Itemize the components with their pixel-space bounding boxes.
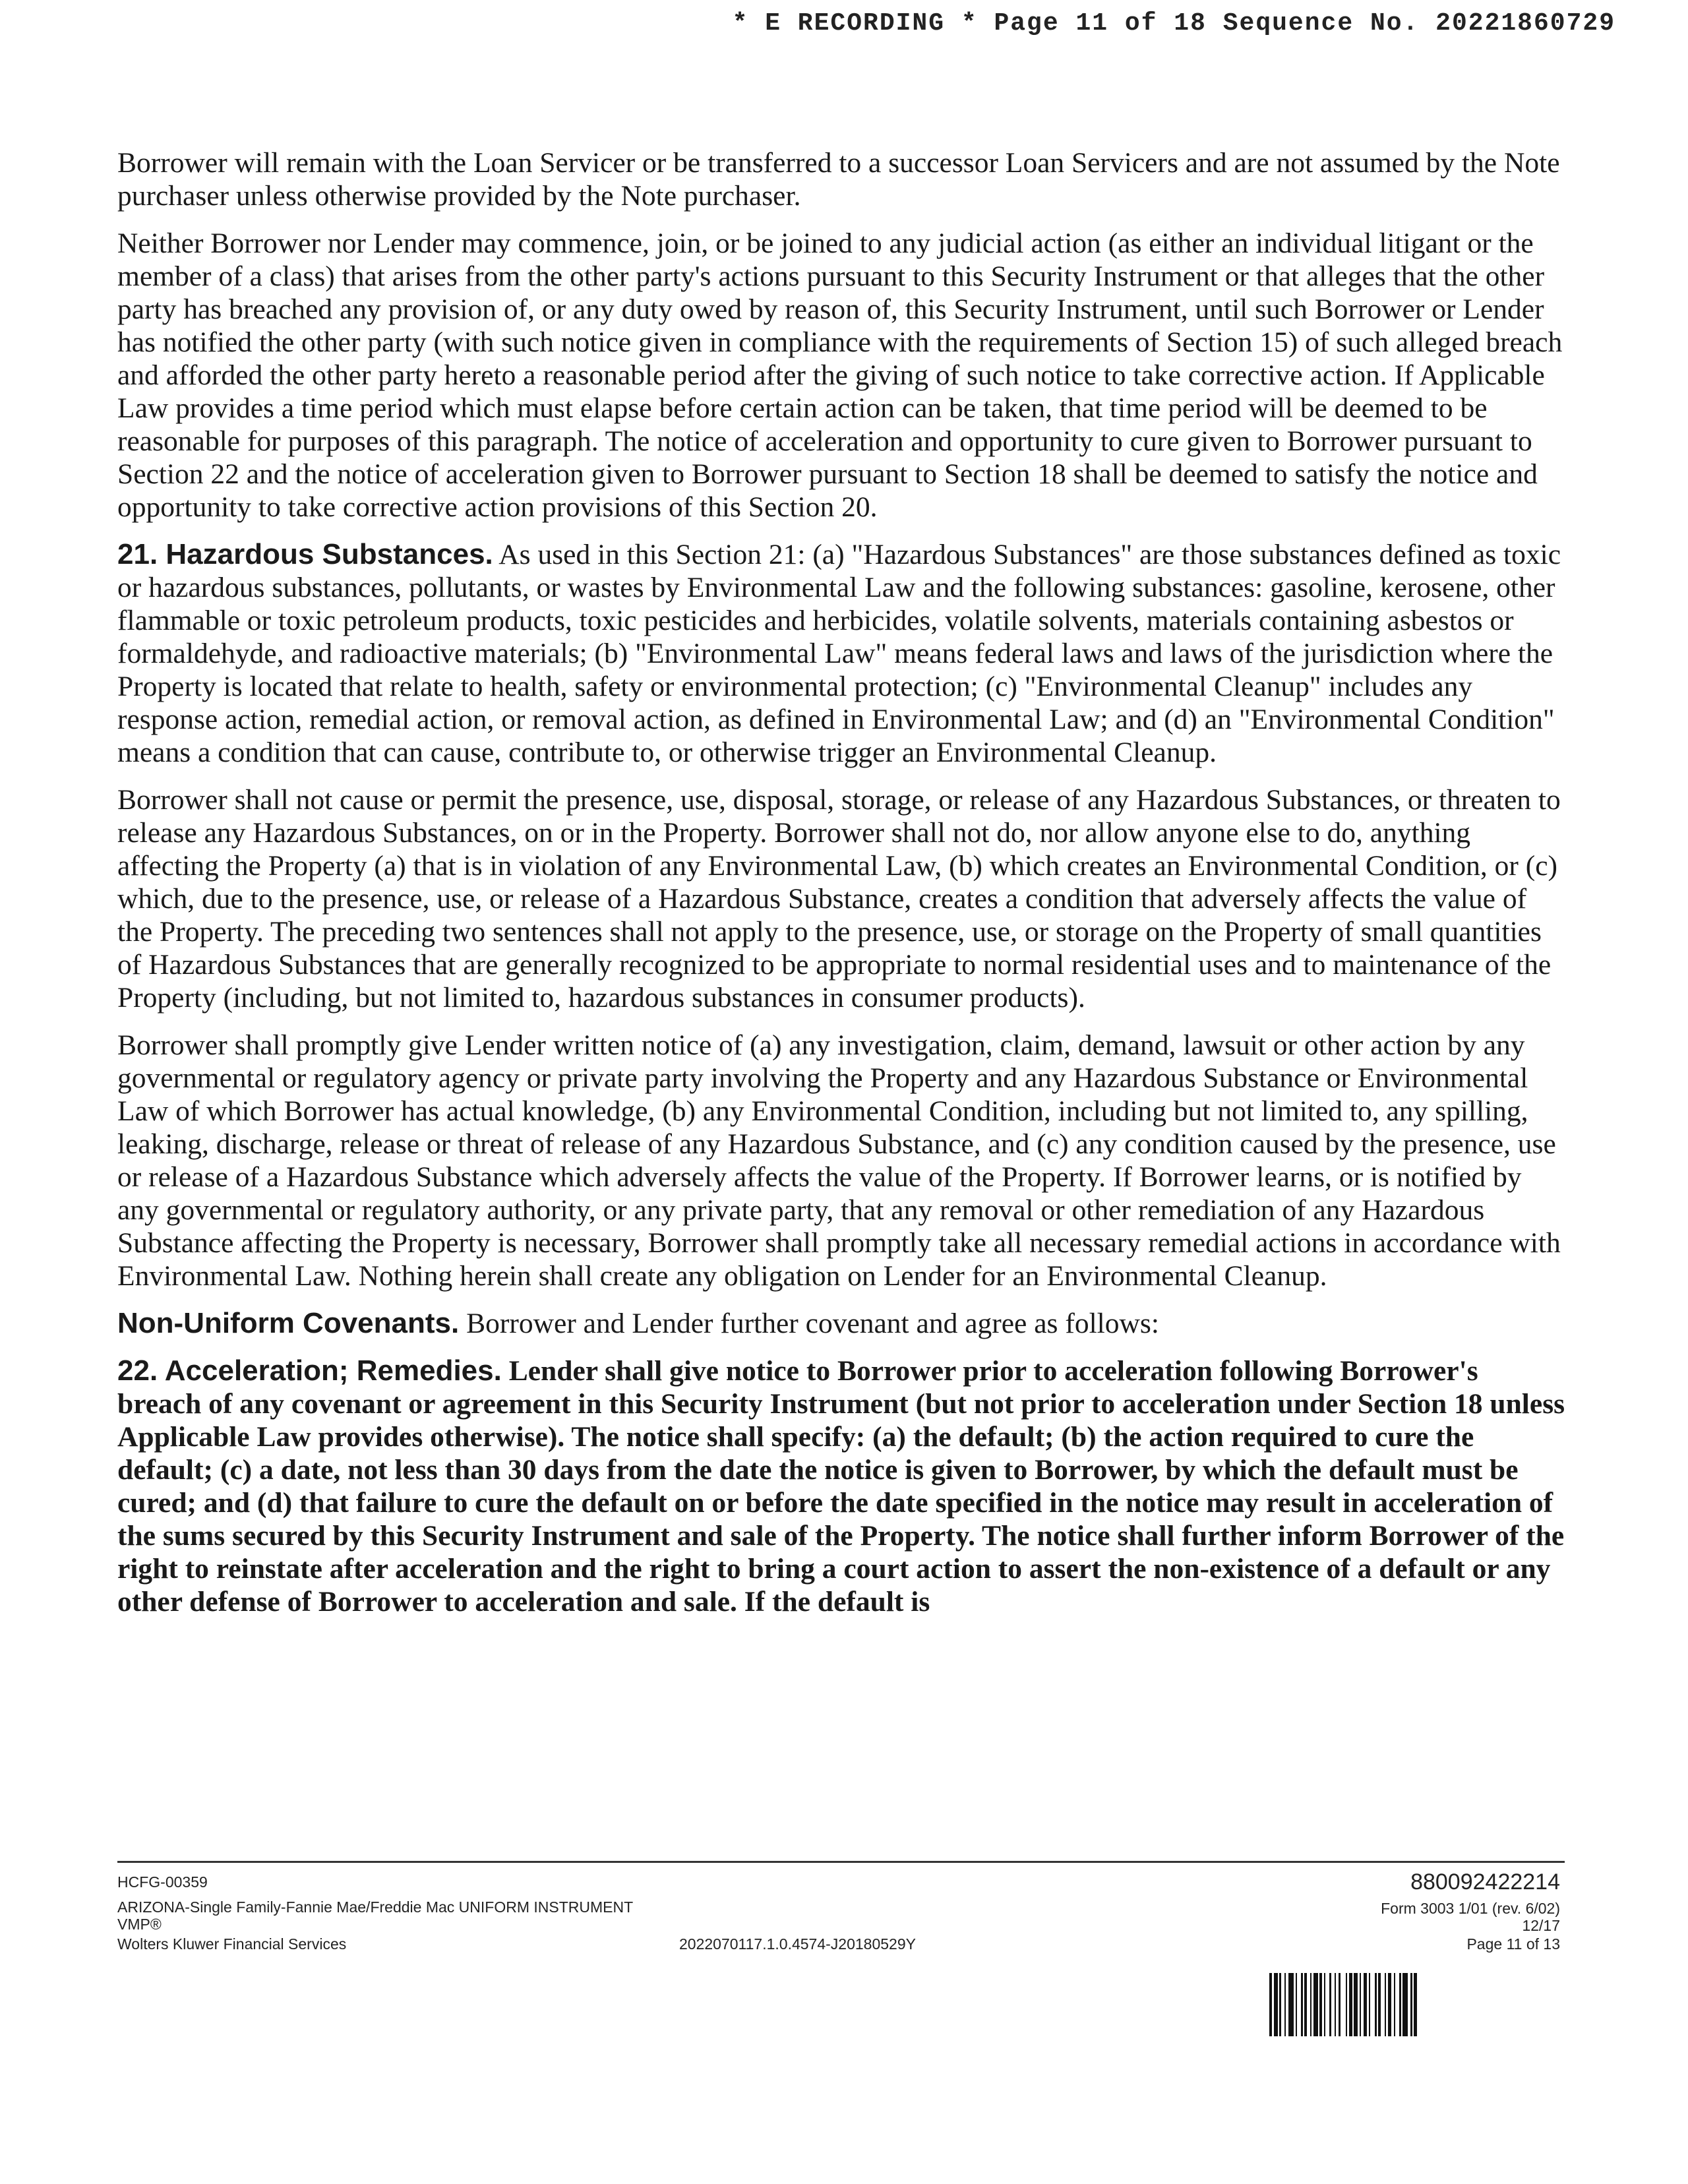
footer-revision: 12/17 xyxy=(1522,1917,1560,1934)
barcode-bar xyxy=(1313,1973,1318,2036)
non-uniform-text: Borrower and Lender further covenant and agree as follows: xyxy=(459,1308,1159,1339)
footer-instrument: ARIZONA-Single Family-Fannie Mae/Freddie Mac UNIFORM INSTRUMENT xyxy=(117,1898,634,1916)
section-21-heading: 21. Hazardous Substances. xyxy=(117,538,493,570)
footer-doc-id: 2022070117.1.0.4574-J20180529Y xyxy=(679,1935,916,1953)
barcode-gap xyxy=(1370,1973,1375,2036)
footer-form-code: HCFG-00359 xyxy=(117,1873,208,1891)
non-uniform-covenants xyxy=(117,1307,1568,1340)
barcode xyxy=(1269,1973,1554,2036)
footer-divider xyxy=(117,1861,1565,1863)
paragraph-judicial-action: Neither Borrower nor Lender may commence, join, or be joined to any judicial action (as either an individual litigant or the member of a class) that arises from the other party's actions pursuant to this Security Instrument or that alleges that the other party has breached any provision of, or any duty owed by reason of, this Security Instrument, until such Borrower or Lender has notified the other party (with such notice given in compliance with the requirements of Section 15) of such alleged breach and afforded the other party hereto a reasonable period after the giving of such notice to take corrective action. If Applicable Law provides a time period which must elapse before certain action can be taken, that time period will be deemed to be reasonable for purposes of this paragraph. The notice of acceleration and opportunity to cure given to Borrower pursuant to Section 22 and the notice of acceleration given to Borrower pursuant to Section 18 shall be deemed to satisfy the notice and opportunity to take corrective action provisions of this Section 20. xyxy=(117,228,1563,523)
document-body xyxy=(117,146,1568,1633)
paragraph-servicer: Borrower will remain with the Loan Servicer or be transferred to a successor Loan Servicers and are not assumed by the Note purchaser unless otherwise provided by the Note purchaser. xyxy=(117,147,1560,212)
section-22-text: Lender shall give notice to Borrower prior to acceleration following Borrower's breach of any covenant or agreement in this Security Instrument (but not prior to acceleration under Section 18 unless Applicable Law provides otherwise). The notice shall specify: (a) the default; (b) the action required to cure the default; (c) a date, not less than 30 days from the date the notice is given to Borrower, by which the default must be cured; and (d) that failure to cure the default on or before the date specified in the notice may result in acceleration of the sums secured by this Security Instrument and sale of the Property. The notice shall further inform Borrower of the right to reinstate after acceleration and the right to bring a court action to assert the non-existence of a default or any other defense of Borrower to acceleration and sale. If the default is xyxy=(117,1355,1565,1618)
barcode-bar xyxy=(1288,1973,1294,2036)
paragraph-hazardous-presence: Borrower shall not cause or permit the presence, use, disposal, storage, or release of any Hazardous Substances, or threaten to release any Hazardous Substances, on or in the Property. Borrower shall not do, nor allow anyone else to do, anything affecting the Property (a) that is in violation of any Environmental Law, (b) which creates an Environmental Condition, or (c) which, due to the presence, use, or release of a Hazardous Substance, creates a condition that adversely affects the value of the Property. The preceding two sentences shall not apply to the presence, use, or storage on the Property of small quantities of Hazardous Substances that are generally recognized to be appropriate to normal residential uses and to maintenance of the Property (including, but not limited to, hazardous substances in consumer products). xyxy=(117,784,1561,1014)
section-22-heading: 22. Acceleration; Remedies. xyxy=(117,1354,502,1387)
paragraph-hazardous-notice: Borrower shall promptly give Lender written notice of (a) any investigation, claim, demand, lawsuit or other action by any governmental or regulatory agency or private party involving the Property and any Hazardous Substance or Environmental Law of which Borrower has actual knowledge, (b) any Environmental Condition, including but not limited to, any spilling, leaking, discharge, release or threat of release of any Hazardous Substance, and (c) any condition caused by the presence, use or release of a Hazardous Substance which adversely affects the value of the Property. If Borrower learns, or is notified by any governmental or regulatory authority, or any private party, that any removal or other remediation of any Hazardous Substance affecting the Property is necessary, Borrower shall promptly take all necessary remedial actions in accordance with Environmental Law. Nothing herein shall create any obligation on Lender for an Environmental Cleanup. xyxy=(117,1029,1561,1292)
section-21 xyxy=(117,538,1568,769)
non-uniform-heading: Non-Uniform Covenants. xyxy=(117,1307,460,1339)
recording-stamp: * E RECORDING * Page 11 of 18 Sequence No. 20221860729 xyxy=(732,9,1615,38)
barcode-bar xyxy=(1402,1973,1408,2036)
section-22 xyxy=(117,1354,1568,1618)
footer-form-number: Form 3003 1/01 (rev. 6/02) xyxy=(1381,1900,1560,1917)
footer-publisher: Wolters Kluwer Financial Services xyxy=(117,1935,347,1953)
barcode-gap xyxy=(1417,1973,1419,2036)
footer-loan-number: 880092422214 xyxy=(1410,1869,1560,1895)
barcode-gap xyxy=(1341,1973,1346,2036)
section-21-text: As used in this Section 21: (a) "Hazardous Substances" are those substances defined as toxic or hazardous substances, pollutants, or wastes by Environmental Law and the following substances: gasoline, kerosene, other flammable or toxic petroleum products, toxic pesticides and herbicides, volatile solvents, materials containing asbestos or formaldehyde, and radioactive materials; (b) "Environmental Law" means federal laws and laws of the jurisdiction where the Property is located that relate to health, safety or environmental protection; (c) "Environmental Cleanup" includes any response action, remedial action, or removal action, as defined in Environmental Law; and (d) an "Environmental Condition" means a condition that can cause, contribute to, or otherwise trigger an Environmental Cleanup. xyxy=(117,539,1561,768)
footer-vmp: VMP® xyxy=(117,1916,162,1933)
footer-page: Page 11 of 13 xyxy=(1466,1935,1560,1953)
